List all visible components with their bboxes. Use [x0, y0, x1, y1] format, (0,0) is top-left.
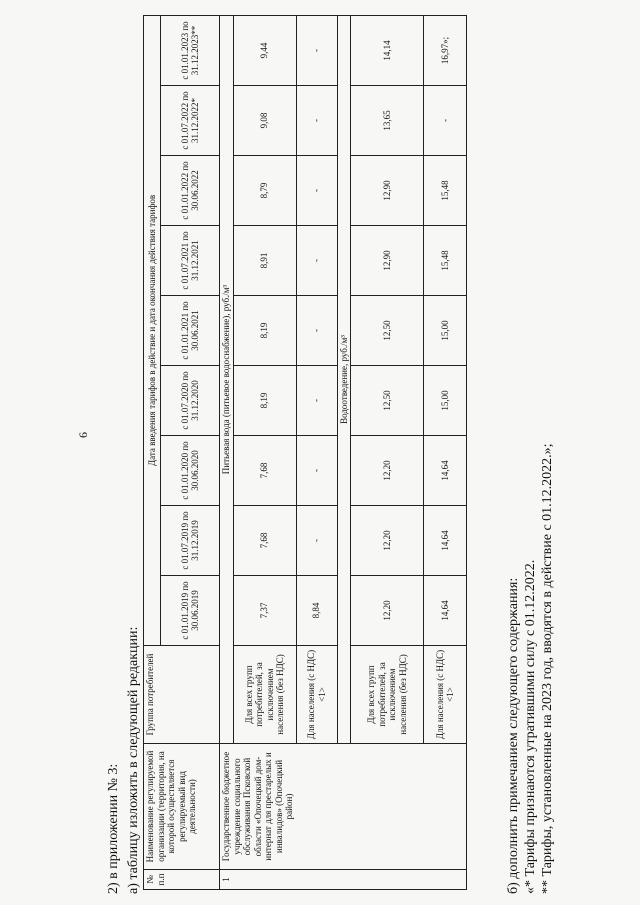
- tariff-value: -: [424, 86, 467, 156]
- notes-block: [505, 14, 556, 894]
- header-period: с 01.01.2023 по 31.12.2023**: [161, 15, 220, 85]
- tariff-value: -: [296, 366, 337, 436]
- tariff-value: 8,91: [233, 226, 296, 296]
- tariff-value: 12,50: [351, 366, 424, 436]
- tariff-value: 8,19: [233, 366, 296, 436]
- tariff-value: 9,44: [233, 15, 296, 85]
- tariff-value: 8,84: [296, 576, 337, 646]
- header-num: № п.п: [144, 870, 220, 890]
- tariff-value: -: [296, 156, 337, 226]
- header-period: с 01.07.2022 по 31.12.2022*: [161, 86, 220, 156]
- tariff-value: 16,97»;: [424, 15, 467, 85]
- tariff-value: -: [296, 296, 337, 366]
- consumer-group: Для населения (с НДС) <1>: [424, 646, 467, 744]
- header-group: Группа потребителей: [144, 646, 220, 744]
- tariff-value: 14,64: [424, 436, 467, 506]
- tariff-value: 8,19: [233, 296, 296, 366]
- row-number: 1: [220, 870, 467, 890]
- tariff-value: -: [296, 15, 337, 85]
- tariff-value: 15,00: [424, 296, 467, 366]
- tariff-value: 9,08: [233, 86, 296, 156]
- tariff-value: 8,79: [233, 156, 296, 226]
- page-number: 6: [76, 432, 90, 438]
- header-period: с 01.07.2019 по 31.12.2019: [161, 506, 220, 576]
- tariff-value: 14,14: [351, 15, 424, 85]
- tariff-value: 7,68: [233, 506, 296, 576]
- tariff-value: 15,48: [424, 156, 467, 226]
- tariff-value: 12,90: [351, 226, 424, 296]
- consumer-group: Для населения (с НДС) <1>: [296, 646, 337, 744]
- header-period: с 01.01.2022 по 30.06.2022: [161, 156, 220, 226]
- tariff-value: 12,20: [351, 576, 424, 646]
- header-period: с 01.01.2019 по 30.06.2019: [161, 576, 220, 646]
- note-line-3: ** Тарифы, установленные на 2023 год, вводятся в действие с 01.12.2022.»;: [540, 443, 555, 894]
- consumer-group: Для всех групп потребителей, за исключением населения (без НДС): [351, 646, 424, 744]
- section-title: Питьевая вода (питьевое водоснабжение), руб./м³: [220, 15, 234, 743]
- tariff-value: 15,00: [424, 366, 467, 436]
- header-period: с 01.07.2020 по 31.12.2020: [161, 366, 220, 436]
- tariff-value: 15,48: [424, 226, 467, 296]
- tariff-value: -: [296, 86, 337, 156]
- intro-line-2: а) таблицу изложить в следующей редакции:: [126, 626, 141, 894]
- tariff-value: -: [296, 436, 337, 506]
- tariff-value: 13,65: [351, 86, 424, 156]
- tariff-value: 14,64: [424, 506, 467, 576]
- tariff-value: -: [296, 506, 337, 576]
- note-line-1: б) дополнить примечанием следующего содержания:: [506, 577, 521, 894]
- header-period: с 01.01.2021 по 30.06.2021: [161, 296, 220, 366]
- tariff-value: 7,37: [233, 576, 296, 646]
- tariff-value: 12,20: [351, 436, 424, 506]
- tariff-table: [143, 15, 467, 890]
- intro-line-1: 2) в приложении № 3:: [106, 763, 121, 894]
- tariff-value: 7,68: [233, 436, 296, 506]
- consumer-group: Для всех групп потребителей, за исключением населения (без НДС): [233, 646, 296, 744]
- tariff-value: -: [296, 226, 337, 296]
- note-line-2: «* Тарифы признаются утратившими силу с 01.12.2022.: [523, 559, 538, 894]
- tariff-value: 12,50: [351, 296, 424, 366]
- tariff-value: 12,90: [351, 156, 424, 226]
- header-org: Наименование регулируемой организации (территория, на которой осуществляется регулируемый вид деятельности): [144, 744, 220, 870]
- section-title: Водоотведение, руб./м³: [337, 15, 351, 743]
- header-period: с 01.01.2020 по 30.06.2020: [161, 436, 220, 506]
- intro-text: [106, 14, 142, 894]
- tariff-value: 12,20: [351, 506, 424, 576]
- tariff-value: 14,64: [424, 576, 467, 646]
- organization-name: Государственное бюджетное учреждение социального обслуживания Псковской области «Опочецкий дом-интернат для престарелых и инвалидов» (Опочецкий район): [220, 744, 467, 870]
- header-dates-title: Дата введения тарифов в действие и дата окончания действия тарифов: [144, 15, 161, 645]
- header-period: с 01.07.2021 по 31.12.2021: [161, 226, 220, 296]
